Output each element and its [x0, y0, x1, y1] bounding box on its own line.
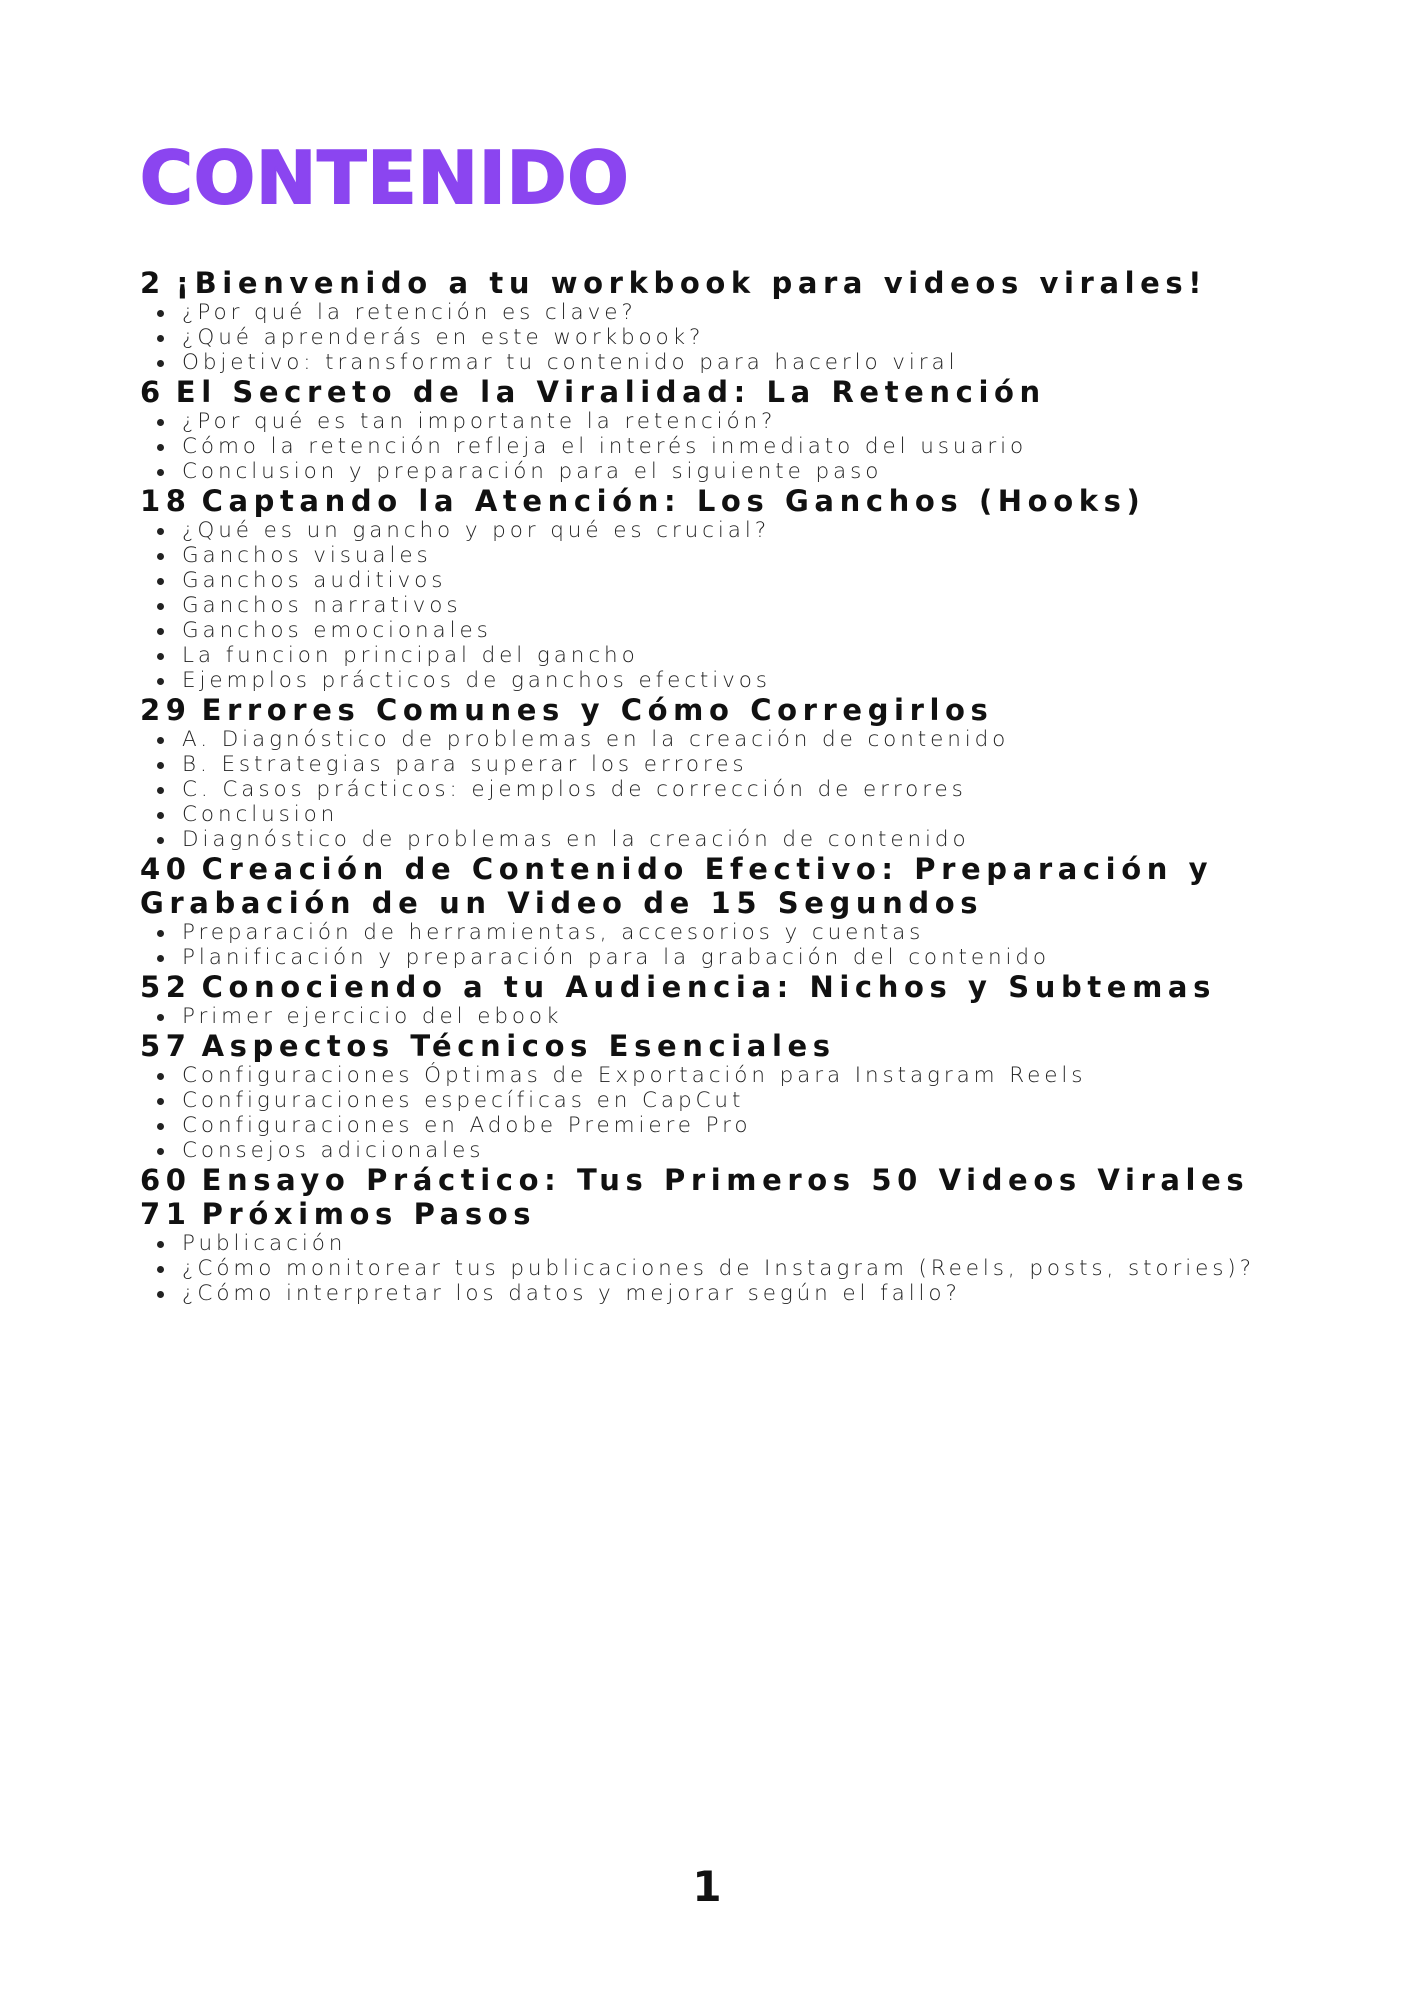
- toc-subitem-list: [140, 1004, 1300, 1029]
- toc-subitem: Configuraciones específicas en CapCut: [182, 1088, 1300, 1113]
- toc-section-title: Captando la Atención: Los Ganchos (Hooks): [201, 484, 1146, 518]
- toc-page-number: 6: [140, 375, 166, 409]
- table-of-contents: [140, 266, 1300, 1306]
- page-number: 1: [692, 1862, 722, 1911]
- toc-subitem: B. Estrategias para superar los errores: [182, 752, 1300, 777]
- toc-section-title: Creación de Contenido Efectivo: Preparación y Grabación de un Video de 15 Segundos: [140, 852, 1214, 920]
- toc-subitem-list: [140, 518, 1300, 693]
- toc-subitem: Ejemplos prácticos de ganchos efectivos: [182, 668, 1300, 693]
- toc-section-title: ¡Bienvenido a tu workbook para videos virales!: [175, 266, 1208, 300]
- toc-subitem: Preparación de herramientas, accesorios y cuentas: [182, 920, 1300, 945]
- toc-subitem: A. Diagnóstico de problemas en la creación de contenido: [182, 727, 1300, 752]
- toc-subitem: ¿Por qué la retención es clave?: [182, 300, 1300, 325]
- toc-section: [140, 266, 1300, 375]
- toc-subitem-list: [140, 1063, 1300, 1163]
- toc-section: [140, 693, 1300, 852]
- toc-page-number: 40: [140, 852, 192, 886]
- toc-section: [140, 1163, 1300, 1197]
- toc-section: [140, 970, 1300, 1029]
- toc-section: [140, 1197, 1300, 1306]
- toc-section-title: Próximos Pasos: [201, 1197, 537, 1231]
- toc-section-heading[interactable]: [140, 1163, 1300, 1197]
- toc-subitem-list: [140, 727, 1300, 852]
- toc-page-number: 60: [140, 1163, 192, 1197]
- toc-subitem: Primer ejercicio del ebook: [182, 1004, 1300, 1029]
- toc-section-heading[interactable]: [140, 484, 1300, 518]
- toc-section-title: Errores Comunes y Cómo Corregirlos: [201, 693, 994, 727]
- toc-section-heading[interactable]: [140, 1197, 1300, 1231]
- toc-section-title: Conociendo a tu Audiencia: Nichos y Subtemas: [201, 970, 1216, 1004]
- toc-section-title: Aspectos Técnicos Esenciales: [201, 1029, 836, 1063]
- toc-subitem: Diagnóstico de problemas en la creación de contenido: [182, 827, 1300, 852]
- toc-page-number: 18: [140, 484, 192, 518]
- toc-subitem: ¿Qué aprenderás en este workbook?: [182, 325, 1300, 350]
- toc-subitem: ¿Por qué es tan importante la retención?: [182, 409, 1300, 434]
- toc-subitem: Ganchos emocionales: [182, 618, 1300, 643]
- toc-subitem: ¿Qué es un gancho y por qué es crucial?: [182, 518, 1300, 543]
- toc-section: [140, 1029, 1300, 1163]
- toc-section-heading[interactable]: [140, 970, 1300, 1004]
- toc-subitem: Conclusion: [182, 802, 1300, 827]
- toc-page-number: 57: [140, 1029, 192, 1063]
- toc-subitem: Configuraciones en Adobe Premiere Pro: [182, 1113, 1300, 1138]
- toc-subitem: Configuraciones Óptimas de Exportación para Instagram Reels: [182, 1063, 1300, 1088]
- toc-section-heading[interactable]: [140, 375, 1300, 409]
- toc-section-title: El Secreto de la Viralidad: La Retención: [175, 375, 1046, 409]
- toc-section: [140, 484, 1300, 693]
- toc-section-heading[interactable]: [140, 266, 1300, 300]
- toc-section-title: Ensayo Práctico: Tus Primeros 50 Videos Virales: [201, 1163, 1250, 1197]
- toc-section-heading[interactable]: [140, 852, 1300, 920]
- toc-subitem: Ganchos auditivos: [182, 568, 1300, 593]
- toc-subitem: La funcion principal del gancho: [182, 643, 1300, 668]
- toc-subitem: C. Casos prácticos: ejemplos de corrección de errores: [182, 777, 1300, 802]
- toc-subitem: Publicación: [182, 1231, 1300, 1256]
- toc-section-heading[interactable]: [140, 693, 1300, 727]
- toc-subitem: Consejos adicionales: [182, 1138, 1300, 1163]
- toc-subitem-list: [140, 1231, 1300, 1306]
- toc-subitem-list: [140, 920, 1300, 970]
- page-title: CONTENIDO: [140, 136, 630, 220]
- toc-subitem: Ganchos visuales: [182, 543, 1300, 568]
- toc-subitem: Cómo la retención refleja el interés inmediato del usuario: [182, 434, 1300, 459]
- toc-page-number: 71: [140, 1197, 192, 1231]
- toc-page-number: 29: [140, 693, 192, 727]
- toc-section: [140, 852, 1300, 970]
- toc-section: [140, 375, 1300, 484]
- toc-subitem: ¿Cómo monitorear tus publicaciones de Instagram (Reels, posts, stories)?: [182, 1256, 1300, 1281]
- toc-subitem: Objetivo: transformar tu contenido para hacerlo viral: [182, 350, 1300, 375]
- toc-subitem: Planificación y preparación para la grabación del contenido: [182, 945, 1300, 970]
- toc-subitem: Ganchos narrativos: [182, 593, 1300, 618]
- toc-section-heading[interactable]: [140, 1029, 1300, 1063]
- toc-subitem: Conclusion y preparación para el siguiente paso: [182, 459, 1300, 484]
- toc-subitem-list: [140, 409, 1300, 484]
- toc-page-number: 2: [140, 266, 166, 300]
- toc-page-number: 52: [140, 970, 192, 1004]
- toc-subitem-list: [140, 300, 1300, 375]
- toc-subitem: ¿Cómo interpretar los datos y mejorar según el fallo?: [182, 1281, 1300, 1306]
